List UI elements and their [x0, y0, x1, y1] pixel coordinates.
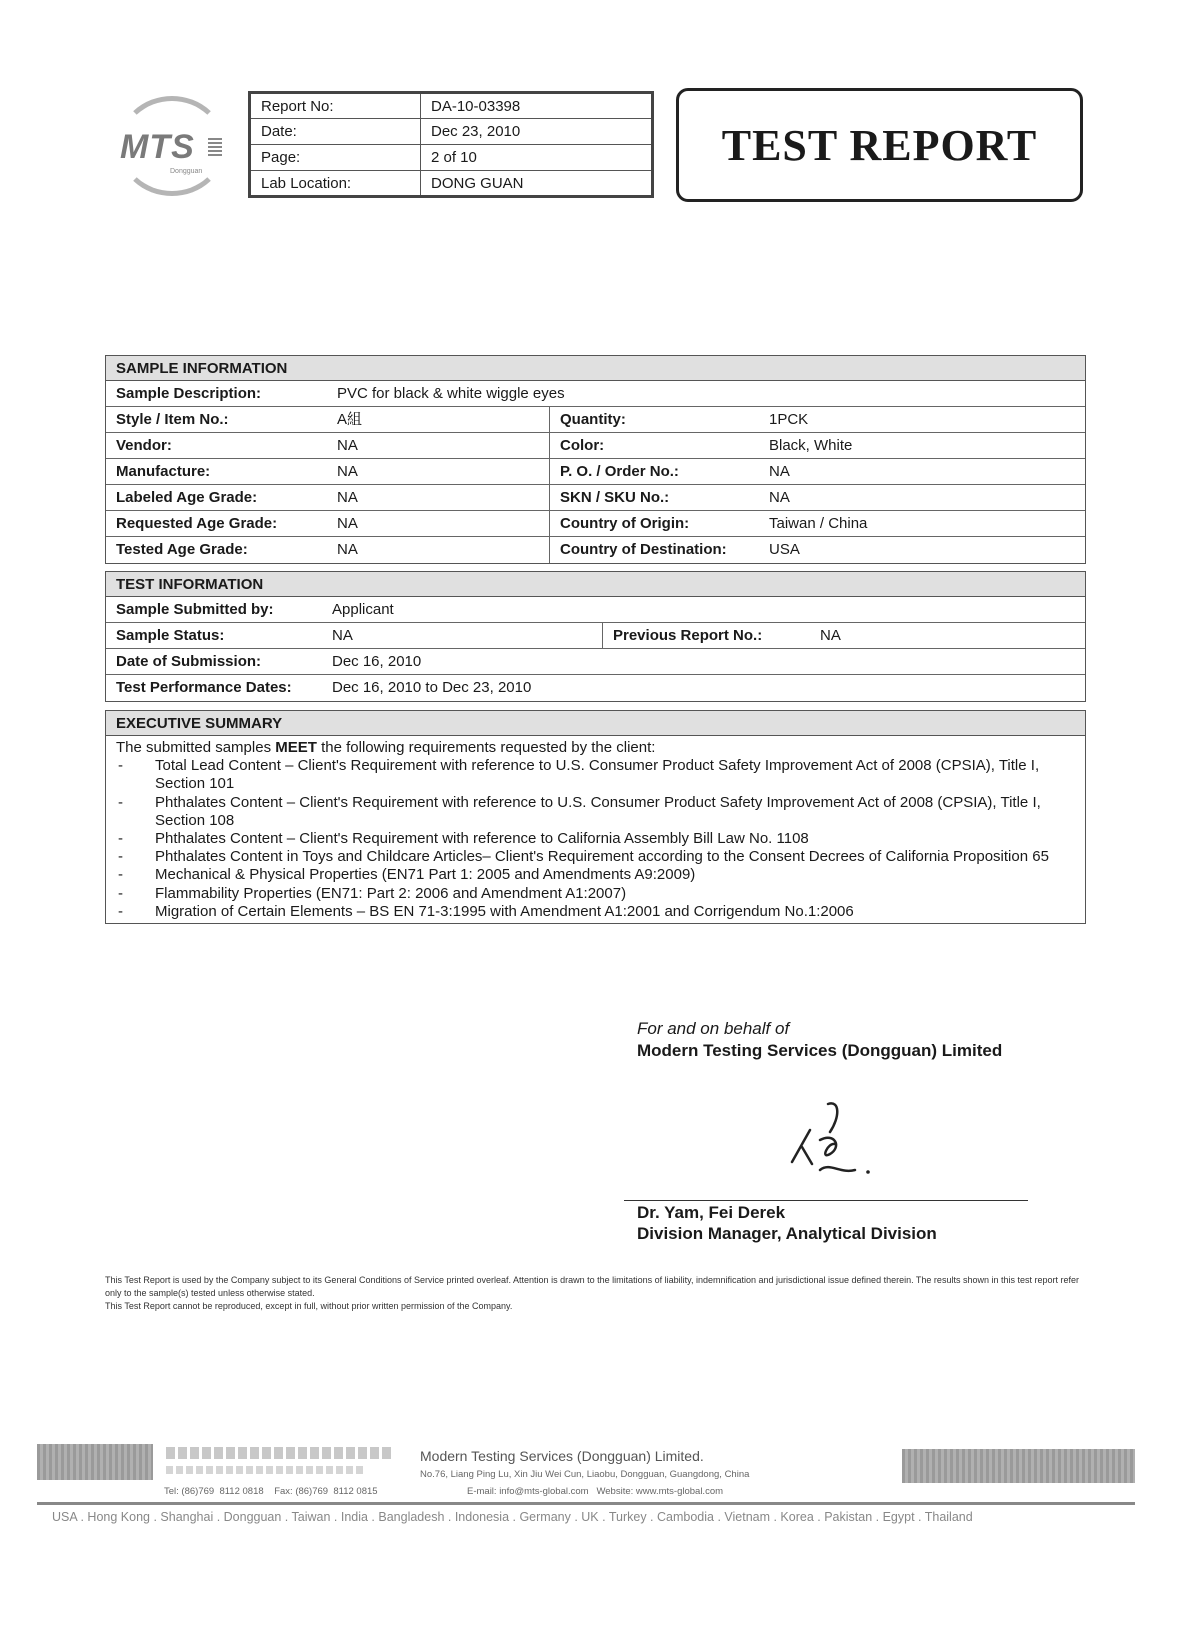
disclaimer	[105, 1274, 1085, 1313]
value: A組	[337, 407, 550, 432]
list-item: - Total Lead Content – Client's Requirement with reference to U.S. Consumer Product Safety Improvement Act of 2008 (CPSIA), Title I, Section 101	[116, 757, 1075, 793]
value: Dec 16, 2010 to Dec 23, 2010	[332, 679, 532, 696]
section-heading: SAMPLE INFORMATION	[106, 356, 1085, 381]
label: Labeled Age Grade:	[116, 489, 258, 506]
mts-logo	[118, 96, 226, 196]
report-date: Dec 23, 2010	[421, 119, 653, 145]
sample-information-section	[105, 355, 1086, 564]
value: NA	[337, 485, 550, 510]
footer-company: Modern Testing Services (Dongguan) Limited.	[420, 1448, 704, 1464]
table-row	[106, 459, 1085, 485]
value: NA	[337, 511, 550, 536]
label: SKN / SKU No.:	[560, 489, 670, 506]
company-name: Modern Testing Services (Dongguan) Limited	[637, 1041, 1003, 1060]
footer-contact: Tel: (86)769 8112 0818 Fax: (86)769 8112 0815	[164, 1486, 378, 1497]
table-row	[106, 511, 1085, 537]
section-heading: TEST INFORMATION	[106, 572, 1085, 597]
requirements-list	[116, 757, 1075, 921]
label: Quantity:	[560, 411, 626, 428]
value: NA	[820, 627, 841, 644]
footer-right-block	[902, 1449, 1135, 1483]
label: Sample Status:	[116, 627, 225, 644]
disclaimer-line: This Test Report is used by the Company subject to its General Conditions of Service printed overleaf. Attention is drawn to the limitations of liability, indemnification and jurisdictional issue defined therein. The results shown in this test report refer only to the sample(s) tested unless otherwise stated.	[105, 1275, 1079, 1298]
value: NA	[769, 489, 790, 506]
page-number: 2 of 10	[421, 145, 653, 171]
label: Test Performance Dates:	[116, 679, 292, 696]
lab-location: DONG GUAN	[421, 171, 653, 197]
value: NA	[337, 537, 550, 563]
label: P. O. / Order No.:	[560, 463, 679, 480]
table-row	[106, 597, 1085, 623]
report-no: DA-10-03398	[421, 93, 653, 119]
test-information-section	[105, 571, 1086, 702]
label: Sample Description:	[116, 385, 262, 402]
label: Country of Origin:	[560, 515, 690, 532]
executive-summary-section	[105, 710, 1086, 924]
value: Dec 16, 2010	[332, 653, 422, 670]
handwritten-signature	[780, 1092, 890, 1182]
value: Applicant	[332, 601, 394, 618]
report-header-table	[248, 91, 654, 198]
section-heading: EXECUTIVE SUMMARY	[106, 711, 1085, 736]
value: Black, White	[769, 437, 853, 454]
logo-city: Dongguan	[170, 168, 203, 175]
summary-intro: The submitted samples MEET the following requirements requested by the client:	[116, 739, 656, 756]
signature-line	[624, 1200, 1028, 1201]
table-row	[106, 675, 1085, 701]
label: Tested Age Grade:	[116, 541, 248, 558]
footer-web: E-mail: info@mts-global.com Website: www.mts-global.com	[467, 1486, 724, 1497]
sample-description: PVC for black & white wiggle eyes	[337, 385, 565, 402]
label: Country of Destination:	[560, 541, 727, 558]
list-item: - Flammability Properties (EN71: Part 2: 2006 and Amendment A1:2007)	[116, 885, 1075, 903]
label: Date of Submission:	[116, 653, 262, 670]
label: Manufacture:	[116, 463, 211, 480]
label: Color:	[560, 437, 605, 454]
table-row	[106, 537, 1085, 563]
value: NA	[337, 459, 550, 484]
table-row	[106, 623, 1085, 649]
table-row	[106, 407, 1085, 433]
value: Taiwan / China	[769, 515, 868, 532]
label: Requested Age Grade:	[116, 515, 278, 532]
label: Vendor:	[116, 437, 172, 454]
label: Page:	[250, 145, 421, 171]
table-row	[106, 381, 1085, 407]
table-row	[106, 649, 1085, 675]
document-title: TEST REPORT	[676, 88, 1083, 202]
label: Style / Item No.:	[116, 411, 229, 428]
list-item: - Phthalates Content – Client's Requirement with reference to California Assembly Bill Law No. 1108	[116, 830, 1075, 848]
list-item: - Phthalates Content – Client's Requirement with reference to U.S. Consumer Product Safety Improvement Act of 2008 (CPSIA), Title I, Section 108	[116, 794, 1075, 830]
value: NA	[769, 463, 790, 480]
table-row	[106, 485, 1085, 511]
signatory-position: Division Manager, Analytical Division	[637, 1224, 937, 1243]
value: NA	[332, 623, 603, 648]
value: 1PCK	[769, 411, 809, 428]
label: Date:	[250, 119, 421, 145]
disclaimer-line: This Test Report cannot be reproduced, except in full, without prior written permission of the Company.	[105, 1301, 513, 1311]
table-row	[106, 433, 1085, 459]
label: Report No:	[250, 93, 421, 119]
behalf-text: For and on behalf of	[637, 1019, 790, 1038]
footer-divider	[37, 1502, 1135, 1505]
list-item: - Phthalates Content in Toys and Childcare Articles– Client's Requirement according to the Consent Decrees of California Proposition 65	[116, 848, 1075, 866]
value: USA	[769, 541, 800, 558]
label: Lab Location:	[250, 171, 421, 197]
footer-address: No.76, Liang Ping Lu, Xin Jiu Wei Cun, Liaobu, Dongguan, Guangdong, China	[420, 1469, 750, 1480]
chinese-address	[166, 1466, 366, 1474]
label: Previous Report No.:	[613, 627, 763, 644]
signatory-name: Dr. Yam, Fei Derek	[637, 1203, 786, 1222]
list-item: - Mechanical & Physical Properties (EN71 Part 1: 2005 and Amendments A9:2009)	[116, 866, 1075, 884]
list-item: - Migration of Certain Elements – BS EN 71-3:1995 with Amendment A1:2001 and Corrigendum No.1:2006	[116, 903, 1075, 921]
label: Sample Submitted by:	[116, 601, 274, 618]
footer-locations: USA . Hong Kong . Shanghai . Dongguan . Taiwan . India . Bangladesh . Indonesia . Germany . UK . Turkey . Cambodia . Vietnam . Korea . Pakistan . Egypt . Thailand	[52, 1510, 973, 1524]
value: NA	[337, 433, 550, 458]
logo-text: MTS	[120, 128, 195, 166]
footer-logo-block	[37, 1444, 153, 1480]
chinese-company-name	[166, 1447, 391, 1459]
